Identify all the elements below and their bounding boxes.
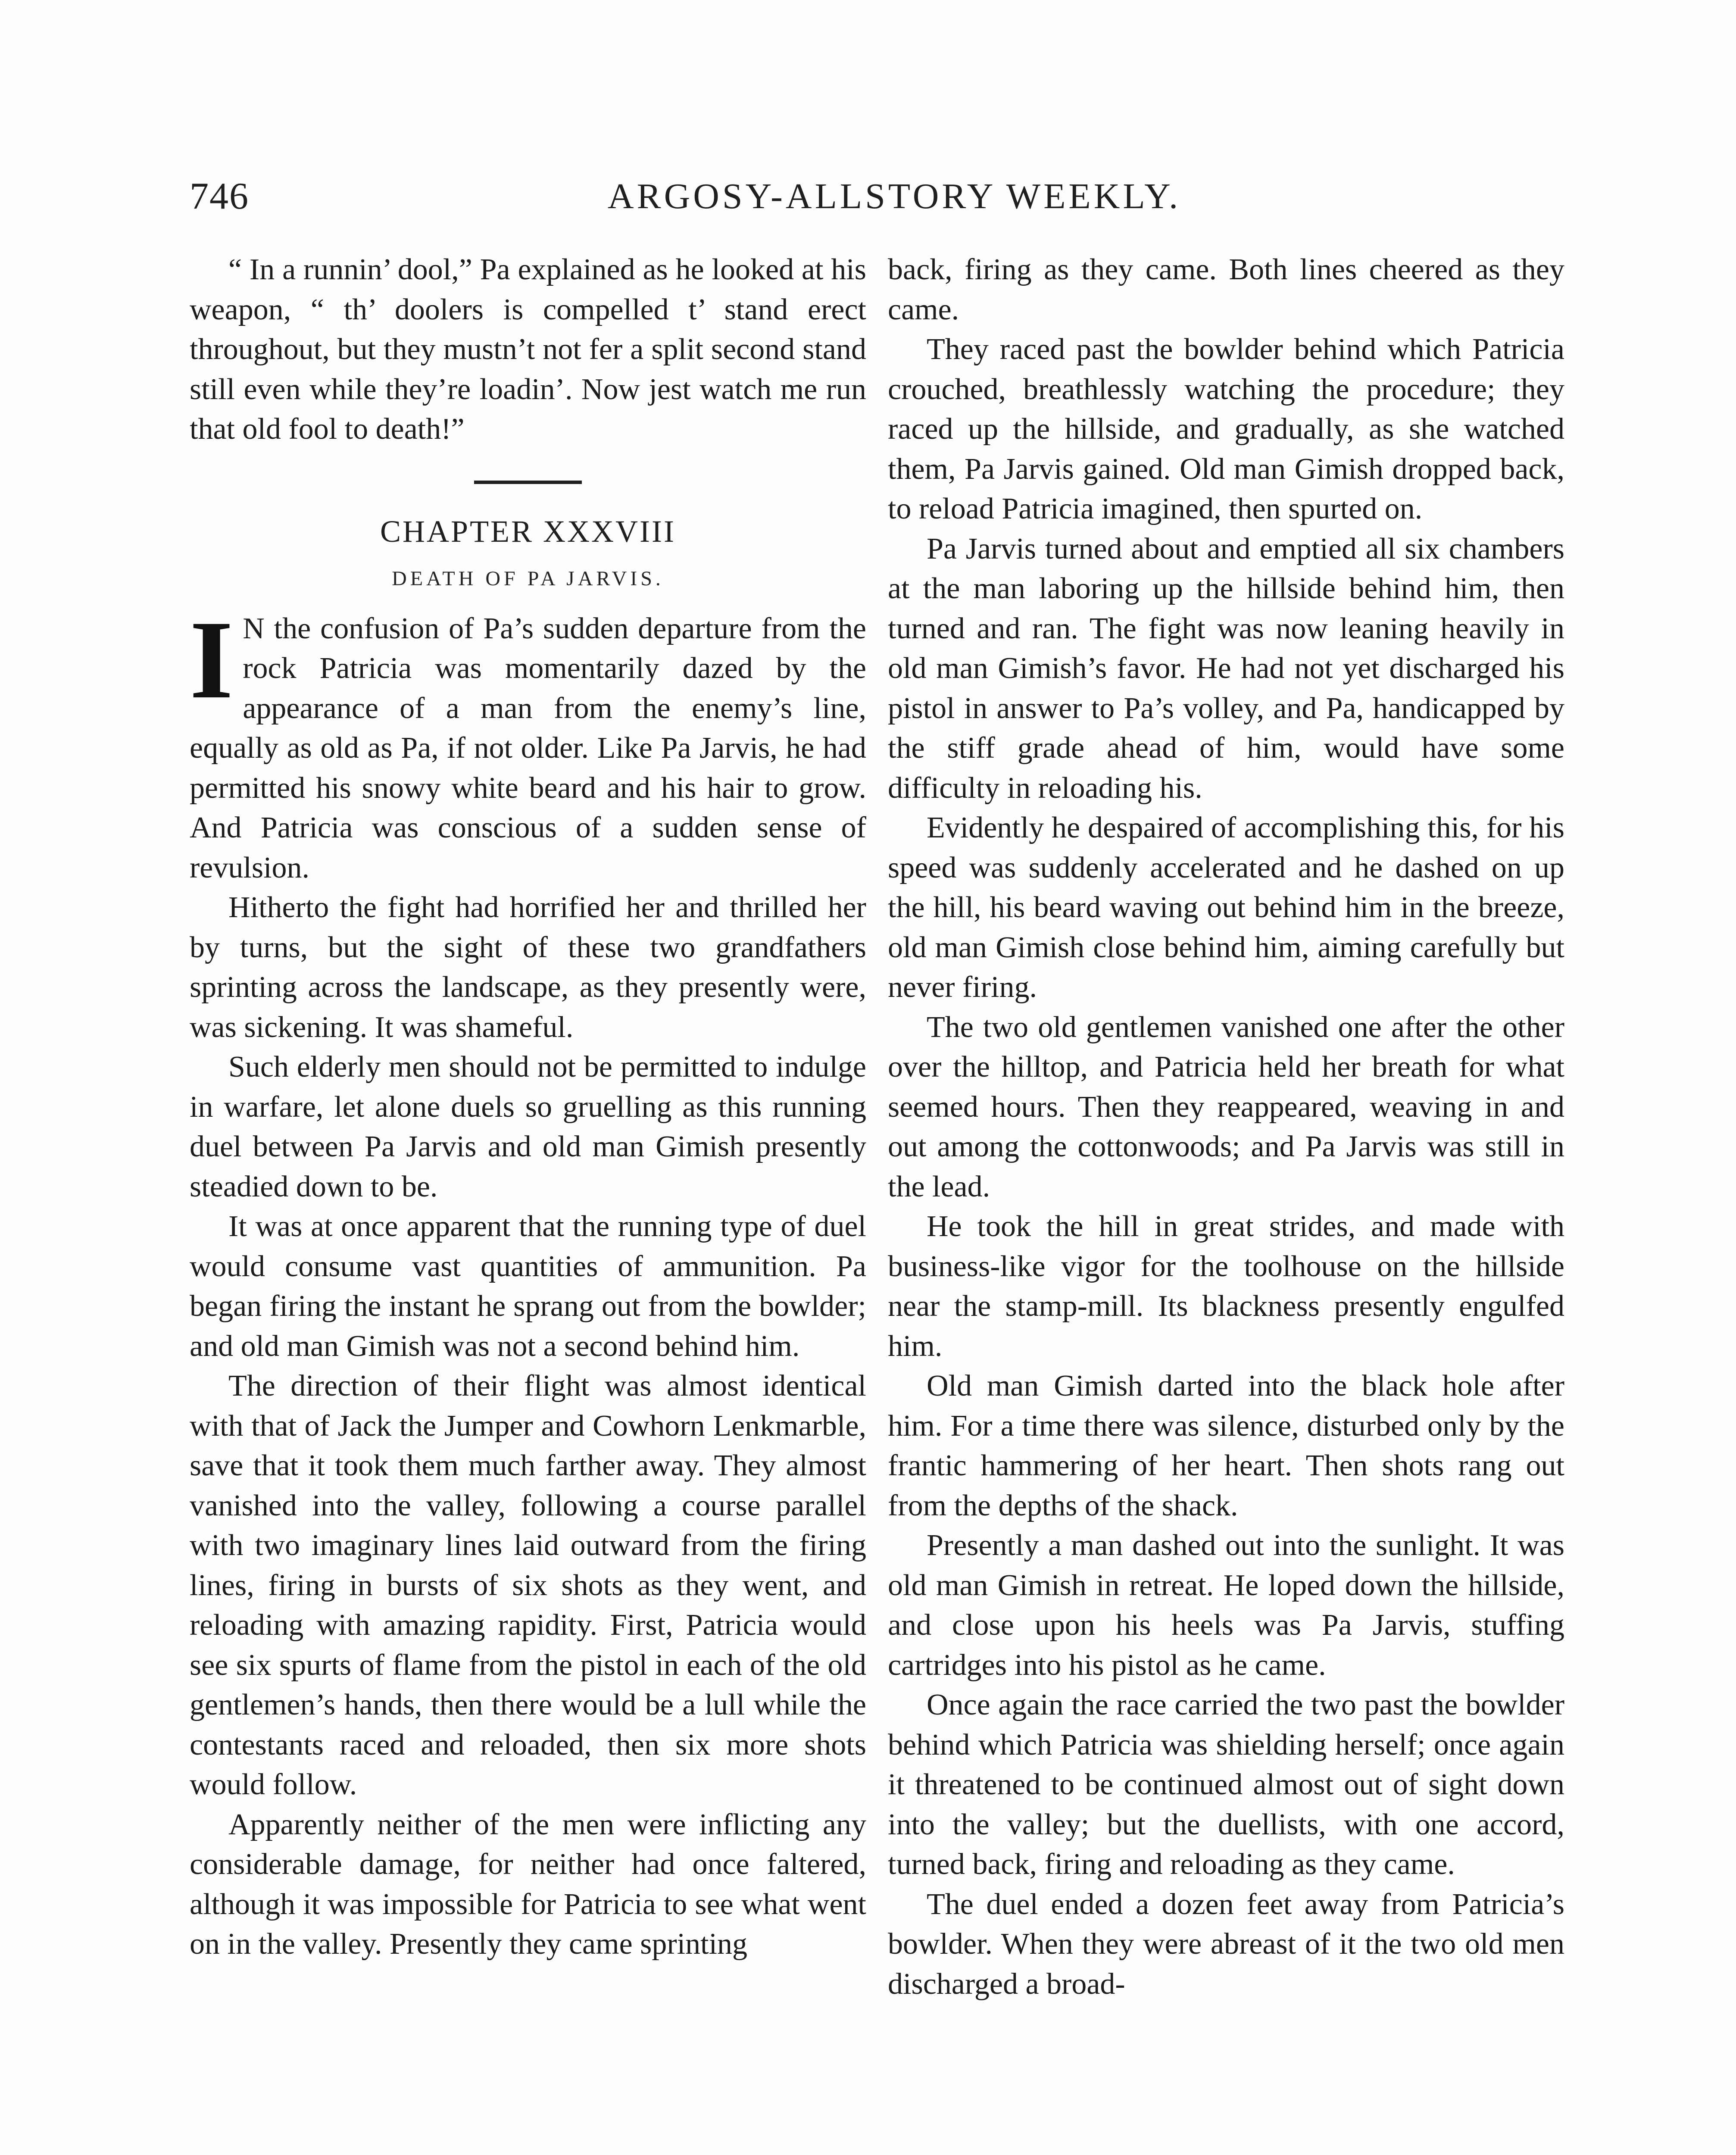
paragraph: He took the hill in great strides, and made with business-like vigor for the toolhouse on the hillside near the stamp-mill. Its blackness presently engulfed him.: [888, 1210, 1564, 1363]
paragraph: They raced past the bowlder behind which Patricia crouched, breathlessly watching the procedure; they raced up the hillside, and gradually, as she watched them, Pa Jarvis gained. Old man Gimish dropped back, to reload Patricia imagined, then spurted on.: [888, 333, 1564, 525]
paragraph: Apparently neither of the men were inflicting any considerable damage, for neither had once faltered, although it was impossible for Patricia to see what went on in the valley. Presently they came sprinting: [190, 1808, 866, 1961]
paragraph: The two old gentlemen vanished one after the other over the hilltop, and Patricia held her breath for what seemed hours. Then they reappeared, weaving in and out among the cottonwoods; and Pa Jarvis was still in the lead.: [888, 1010, 1564, 1203]
paragraph: Such elderly men should not be permitted to indulge in warfare, let alone duels so gruelling as this running duel between Pa Jarvis and old man Gimish presently steadied down to be.: [190, 1050, 866, 1203]
paragraph: The duel ended a dozen feet away from Patricia’s bowlder. When they were abreast of it the two old men discharged a broad-: [888, 1887, 1564, 2001]
paragraph: Evidently he despaired of accomplishing this, for his speed was suddenly accelerated and he dashed on up the hill, his beard waving out behind him in the breeze, old man Gimish close behind him, aiming carefully but never firing.: [888, 811, 1564, 1004]
opening-paragraph-text: N the confusion of Pa’s sudden departure from the rock Patricia was momentarily dazed by the appearance of a man from the enemy’s line, equally as old as Pa, if not older. Like Pa Jarvis, he had permitted his snowy white beard and his hair to grow. And Patricia was conscious of a sudden sense of revulsion.: [190, 612, 866, 884]
page-number: 746: [190, 175, 249, 217]
left-column: [190, 250, 866, 1964]
paragraph: Pa Jarvis turned about and emptied all six chambers at the man laboring up the hillside behind him, then turned and ran. The fight was now leaning heavily in old man Gimish’s favor. He had not yet discharged his pistol in answer to Pa’s volley, and Pa, handicapped by the stiff grade ahead of him, would have some difficulty in reloading his.: [888, 532, 1564, 805]
opening-paragraph: [190, 597, 866, 888]
paragraph: The direction of their flight was almost identical with that of Jack the Jumper and Cowhorn Lenkmarble, save that it took them much farther away. They almost vanished into the valley, following a course parallel with two imaginary lines laid outward from the firing lines, firing in bursts of six shots as they went, and reloading with amazing rapidity. First, Patricia would see six spurts of flame from the pistol in each of the old gentlemen’s hands, then there would be a lull while the contestants raced and reloaded, then six more shots would follow.: [190, 1369, 866, 1801]
drop-cap: I: [190, 597, 234, 722]
paragraph: Presently a man dashed out into the sunlight. It was old man Gimish in retreat. He loped down the hillside, and close upon his heels was Pa Jarvis, stuffing cartridges into his pistol as he came.: [888, 1529, 1564, 1682]
chapter-divider: [474, 481, 582, 484]
continued-paragraph: back, firing as they came. Both lines cheered as they came.: [888, 253, 1564, 326]
right-column: [888, 250, 1564, 2004]
paragraph: “ In a runnin’ dool,” Pa explained as he looked at his weapon, “ th’ doolers is compelled t’ stand erect throughout, but they mustn’t not fer a split second stand still even while they’re loadin’. Now jest watch me run that old fool to death!”: [190, 253, 866, 446]
chapter-heading: CHAPTER XXXVIII: [380, 514, 676, 549]
paragraph: It was at once apparent that the running type of duel would consume vast quantities of ammunition. Pa began firing the instant he sprang out from the bowlder; and old man Gimish was not a second behind him.: [190, 1210, 866, 1363]
paragraph: Once again the race carried the two past the bowlder behind which Patricia was shielding herself; once again it threatened to be continued almost out of sight down into the valley; but the duellists, with one accord, turned back, firing and reloading as they came.: [888, 1688, 1564, 1881]
paragraph: Hitherto the fight had horrified her and thrilled her by turns, but the sight of these two grandfathers sprinting across the landscape, as they presently were, was sickening. It was shameful.: [190, 891, 866, 1044]
chapter-subtitle: DEATH OF PA JARVIS.: [392, 567, 664, 590]
paragraph: Old man Gimish darted into the black hole after him. For a time there was silence, disturbed only by the frantic hammering of her heart. Then shots rang out from the depths of the shack.: [888, 1369, 1564, 1522]
magazine-title: ARGOSY-ALLSTORY WEEKLY.: [607, 176, 1181, 216]
running-head: [190, 170, 1564, 222]
